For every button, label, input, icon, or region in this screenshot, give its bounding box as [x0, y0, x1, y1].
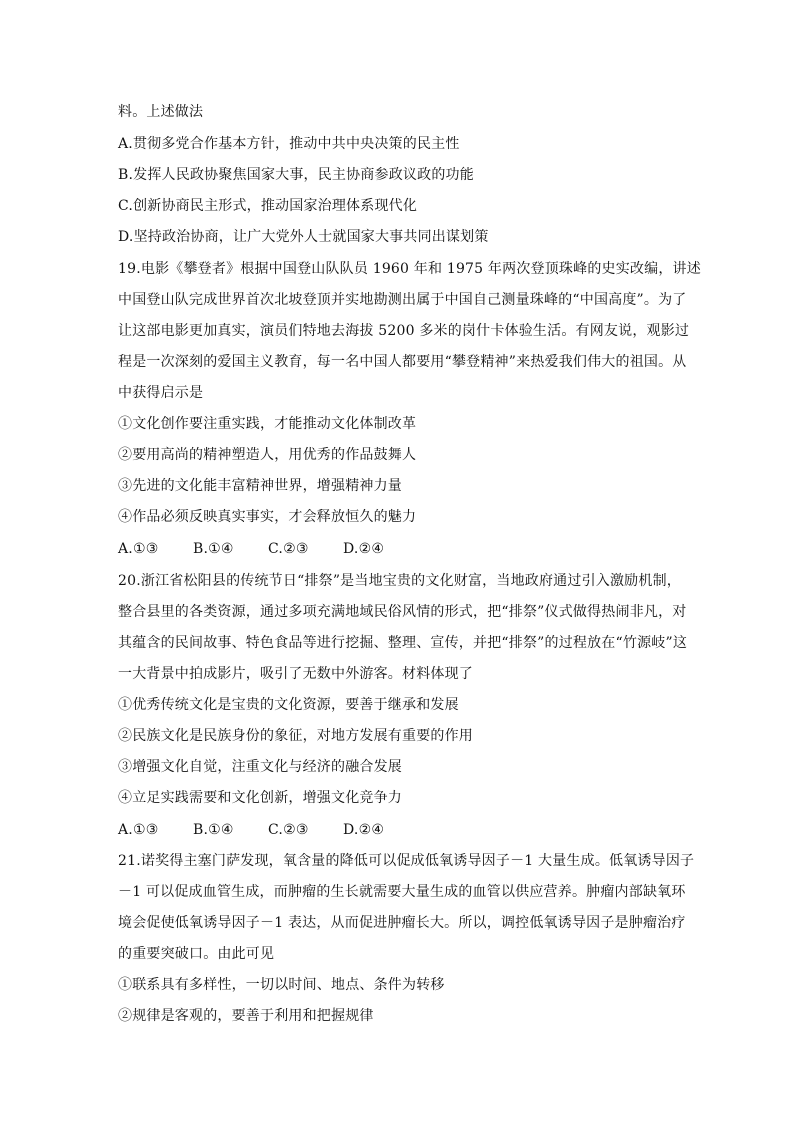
q18-option-b: B.发挥人民政协聚焦国家大事，民主协商参政议政的功能 — [118, 167, 474, 183]
q20-stem-line: 整合县里的各类资源，通过多项充满地域民俗风情的形式，把“排祭”仪式做得热闹非凡，对 — [118, 604, 687, 620]
q20-choice-c: C.②③ — [268, 822, 309, 838]
q21-stem-line: －1 可以促成血管生成，而肿瘤的生长就需要大量生成的血管以供应营养。肿瘤内部缺氧环 — [118, 884, 686, 900]
q20-choice-b: B.①④ — [193, 822, 234, 838]
q19-choice-a: A.①③ — [118, 541, 159, 557]
q21-item: ②规律是客观的，要善于利用和把握规律 — [118, 1008, 374, 1024]
q19-item: ③先进的文化能丰富精神世界，增强精神力量 — [118, 478, 402, 494]
q19-choice-d: D.②④ — [343, 541, 385, 557]
q20-choice-a: A.①③ — [118, 822, 159, 838]
q18-option-d: D.坚持政治协商，让广大党外人士就国家大事共同出谋划策 — [118, 229, 489, 245]
q19-stem-line: 中国登山队完成世界首次北坡登顶并实地勘测出属于中国自己测量珠峰的“中国高度”。为了 — [118, 292, 687, 308]
q19-stem-line: 程是一次深刻的爱国主义教育，每一名中国人都要用“攀登精神”来热爱我们伟大的祖国。从 — [118, 354, 687, 370]
q18-stem-tail: 料。上述做法 — [118, 104, 204, 120]
q19-item: ④作品必须反映真实事实，才会释放恒久的魅力 — [118, 509, 417, 525]
q21-stem-line: 的重要突破口。由此可见 — [118, 946, 275, 962]
q20-stem-line: 其蕴含的民间故事、特色食品等进行挖掘、整理、宣传，并把“排祭”的过程放在“竹源岐”这 — [118, 635, 688, 651]
q21-stem-line: 境会促使低氧诱导因子－1 表达，从而促进肿瘤长大。所以，调控低氧诱导因子是肿瘤治疗 — [118, 915, 686, 931]
q19-item: ②要用高尚的精神塑造人，用优秀的作品鼓舞人 — [118, 447, 417, 463]
q19-choice-b: B.①④ — [193, 541, 234, 557]
q18-option-c: C.创新协商民主形式，推动国家治理体系现代化 — [118, 198, 418, 214]
q20-item: ②民族文化是民族身份的象征，对地方发展有重要的作用 — [118, 728, 473, 744]
q19-stem-line: 让这部电影更加真实，演员们特地去海拔 5200 多米的岗什卡体验生活。有网友说，观影过 — [118, 323, 690, 339]
q18-option-a: A.贯彻多党合作基本方针，推动中共中央决策的民主性 — [118, 136, 460, 152]
q20-choices — [118, 820, 678, 840]
q20-item: ①优秀传统文化是宝贵的文化资源，要善于继承和发展 — [118, 697, 459, 713]
q19-item: ①文化创作要注重实践，才能推动文化体制改革 — [118, 416, 417, 432]
q20-stem-line: 一大背景中拍成影片，吸引了无数中外游客。材料体现了 — [118, 666, 473, 682]
q19-stem-line: 中获得启示是 — [118, 385, 204, 401]
q21-item: ①联系具有多样性，一切以时间、地点、条件为转移 — [118, 977, 445, 993]
q20-item: ③增强文化自觉，注重文化与经济的融合发展 — [118, 759, 402, 775]
q20-choice-d: D.②④ — [343, 822, 385, 838]
q19-choices — [118, 539, 678, 559]
q20-item: ④立足实践需要和文化创新，增强文化竞争力 — [118, 790, 402, 806]
q19-stem-line: 19.电影《攀登者》根据中国登山队队员 1960 年和 1975 年两次登顶珠峰的史实改编，讲述 — [118, 261, 701, 277]
q19-choice-c: C.②③ — [268, 541, 309, 557]
q21-stem-line: 21.诺奖得主塞门萨发现，氧含量的降低可以促成低氧诱导因子－1 大量生成。低氧诱导因子 — [118, 853, 695, 869]
q20-stem-line: 20.浙江省松阳县的传统节日“排祭”是当地宝贵的文化财富，当地政府通过引入激励机制， — [118, 573, 681, 589]
